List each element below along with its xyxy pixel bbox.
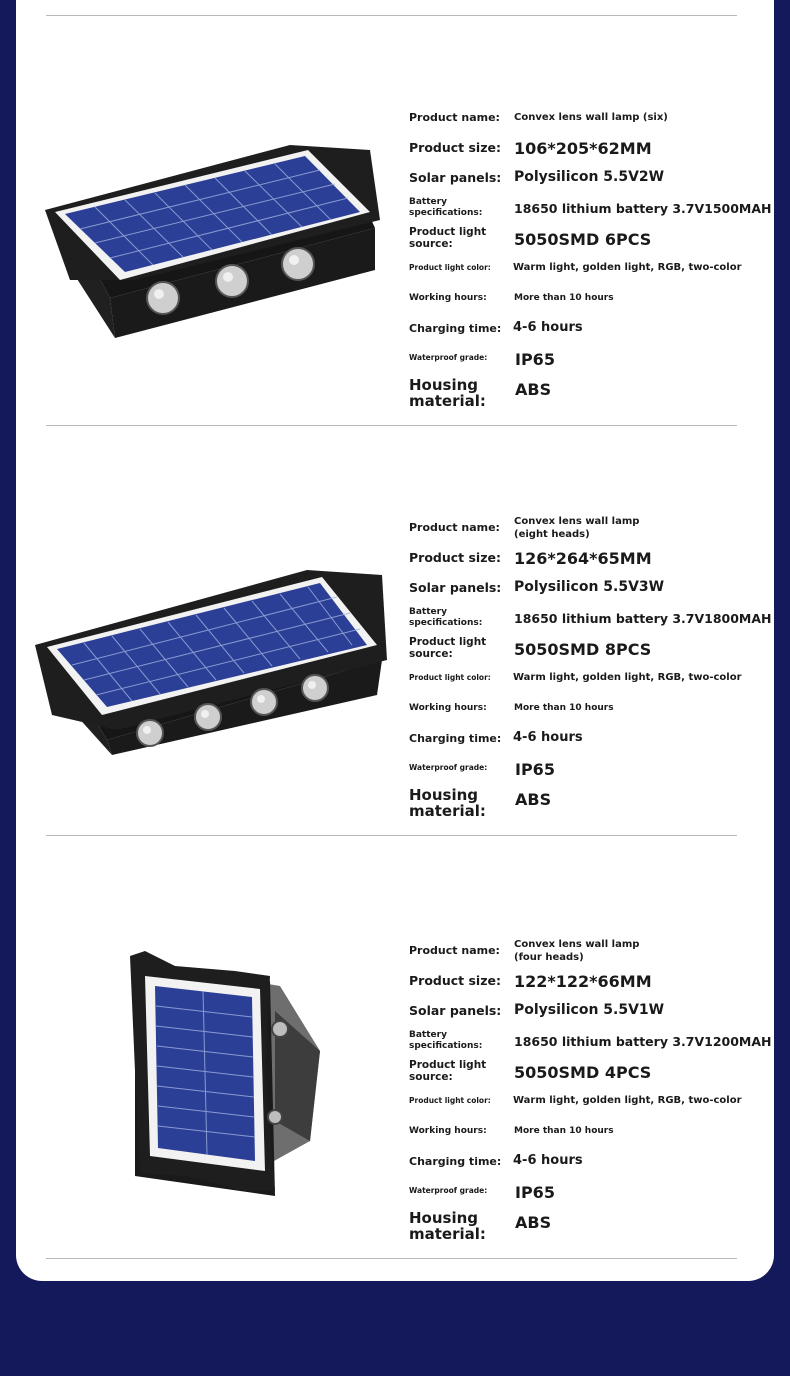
- solar-wall-lamp-image: [40, 140, 385, 345]
- light-color-value: Warm light, golden light, RGB, two-color: [513, 672, 742, 683]
- product-spec-eight-heads: [0, 410, 790, 820]
- charging-label: Charging time:: [409, 322, 502, 335]
- waterproof-value: IP65: [515, 1183, 555, 1202]
- working-hours-label: Working hours:: [409, 1126, 487, 1136]
- name-label: Product name:: [409, 111, 500, 124]
- battery-value: 18650 lithium battery 3.7V1200MAH: [514, 1034, 772, 1049]
- light-color-label: Product light color:: [409, 673, 491, 682]
- battery-value: 18650 lithium battery 3.7V1500MAH: [514, 201, 772, 216]
- waterproof-label: Waterproof grade:: [409, 1186, 488, 1195]
- working-hours-label: Working hours:: [409, 703, 487, 713]
- solar-panel-value: Polysilicon 5.5V3W: [514, 579, 665, 595]
- working-hours-value: More than 10 hours: [514, 293, 614, 303]
- housing-label: Housing material:: [409, 786, 486, 820]
- product-spec-four-heads: [0, 833, 790, 1243]
- housing-value: ABS: [515, 380, 552, 399]
- divider: [46, 1258, 737, 1259]
- housing-label: Housing material:: [409, 1209, 486, 1243]
- product-spec-six-heads: [0, 0, 790, 410]
- battery-label: Battery specifications:: [409, 197, 483, 218]
- housing-value: ABS: [515, 1213, 552, 1232]
- battery-value: 18650 lithium battery 3.7V1800MAH: [514, 611, 772, 626]
- name-label: Product name:: [409, 944, 500, 957]
- light-source-label: Product light source:: [409, 226, 487, 250]
- solar-label: Solar panels:: [409, 580, 502, 595]
- charging-label: Charging time:: [409, 732, 502, 745]
- product-name: Convex lens wall lamp (six): [514, 112, 668, 123]
- solar-label: Solar panels:: [409, 1003, 502, 1018]
- working-hours-label: Working hours:: [409, 293, 487, 303]
- size-label: Product size:: [409, 973, 501, 988]
- light-source-value: 5050SMD 6PCS: [514, 230, 652, 249]
- solar-panel-value: Polysilicon 5.5V2W: [514, 169, 665, 185]
- name-label: Product name:: [409, 521, 500, 534]
- light-color-label: Product light color:: [409, 1096, 491, 1105]
- light-color-label: Product light color:: [409, 263, 491, 272]
- charging-value: 4-6 hours: [513, 320, 583, 335]
- charging-value: 4-6 hours: [513, 730, 583, 745]
- waterproof-value: IP65: [515, 760, 555, 779]
- product-size: 122*122*66MM: [514, 972, 652, 991]
- light-source-value: 5050SMD 8PCS: [514, 640, 652, 659]
- light-source-label: Product light source:: [409, 636, 487, 660]
- working-hours-value: More than 10 hours: [514, 1126, 614, 1136]
- housing-value: ABS: [515, 790, 552, 809]
- light-color-value: Warm light, golden light, RGB, two-color: [513, 262, 742, 273]
- product-name: Convex lens wall lamp (eight heads): [514, 516, 640, 540]
- battery-label: Battery specifications:: [409, 1030, 483, 1051]
- solar-panel-value: Polysilicon 5.5V1W: [514, 1002, 665, 1018]
- product-name: Convex lens wall lamp (four heads): [514, 939, 640, 963]
- product-size: 106*205*62MM: [514, 139, 652, 158]
- charging-value: 4-6 hours: [513, 1153, 583, 1168]
- solar-wall-lamp-image: [125, 951, 325, 1201]
- battery-label: Battery specifications:: [409, 607, 483, 628]
- waterproof-label: Waterproof grade:: [409, 763, 488, 772]
- light-source-value: 5050SMD 4PCS: [514, 1063, 652, 1082]
- light-color-value: Warm light, golden light, RGB, two-color: [513, 1095, 742, 1106]
- size-label: Product size:: [409, 140, 501, 155]
- product-size: 126*264*65MM: [514, 549, 652, 568]
- light-source-label: Product light source:: [409, 1059, 487, 1083]
- solar-wall-lamp-image: [32, 565, 392, 760]
- housing-label: Housing material:: [409, 376, 486, 410]
- waterproof-label: Waterproof grade:: [409, 353, 488, 362]
- solar-label: Solar panels:: [409, 170, 502, 185]
- waterproof-value: IP65: [515, 350, 555, 369]
- charging-label: Charging time:: [409, 1155, 502, 1168]
- size-label: Product size:: [409, 550, 501, 565]
- working-hours-value: More than 10 hours: [514, 703, 614, 713]
